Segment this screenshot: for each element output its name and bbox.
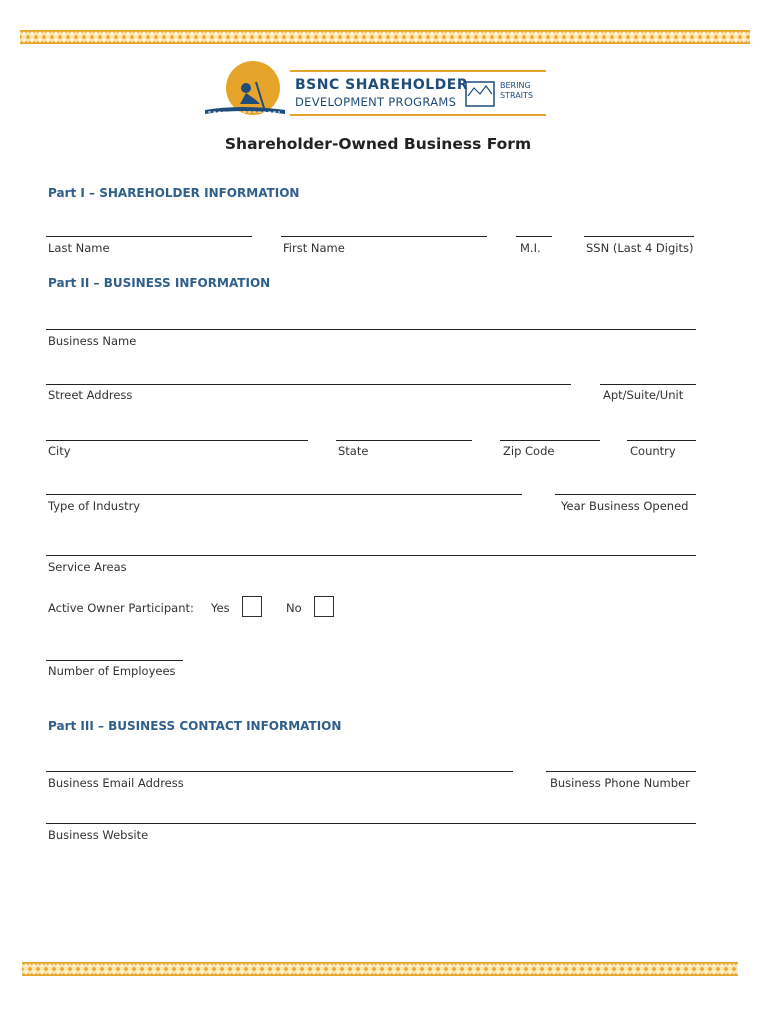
employees-field[interactable] [46, 660, 183, 661]
street-address-label: Street Address [48, 388, 133, 402]
first-name-field[interactable] [281, 236, 487, 237]
apt-label: Apt/Suite/Unit [603, 388, 684, 402]
decorative-border-bottom [22, 962, 738, 976]
yes-checkbox[interactable] [242, 596, 262, 617]
year-opened-field[interactable] [555, 494, 696, 495]
no-checkbox[interactable] [314, 596, 334, 617]
state-label: State [338, 444, 369, 458]
state-field[interactable] [336, 440, 472, 441]
yes-label: Yes [211, 601, 230, 615]
bsnc-logo [200, 60, 552, 122]
phone-label: Business Phone Number [550, 776, 690, 790]
form-title: Shareholder-Owned Business Form [224, 135, 532, 153]
street-address-field[interactable] [46, 384, 571, 385]
employees-label: Number of Employees [48, 664, 176, 678]
logo-title: BSNC SHAREHOLDER [295, 77, 469, 93]
year-opened-label: Year Business Opened [561, 499, 689, 513]
city-field[interactable] [46, 440, 308, 441]
apt-field[interactable] [600, 384, 696, 385]
last-name-field[interactable] [46, 236, 252, 237]
decorative-border-top [20, 30, 750, 44]
mi-label: M.I. [520, 241, 541, 255]
no-label: No [286, 601, 302, 615]
active-owner-label: Active Owner Participant: [48, 601, 194, 615]
part3-heading: Part III – BUSINESS CONTACT INFORMATION [48, 719, 342, 733]
logo-subtitle: DEVELOPMENT PROGRAMS [295, 95, 457, 109]
business-name-label: Business Name [48, 334, 137, 348]
part2-heading: Part II – BUSINESS INFORMATION [48, 276, 271, 290]
website-field[interactable] [46, 823, 696, 824]
email-label: Business Email Address [48, 776, 184, 790]
zip-field[interactable] [500, 440, 600, 441]
country-field[interactable] [627, 440, 696, 441]
industry-field[interactable] [46, 494, 522, 495]
industry-label: Type of Industry [48, 499, 141, 513]
country-label: Country [630, 444, 676, 458]
email-field[interactable] [46, 771, 513, 772]
zip-label: Zip Code [503, 444, 555, 458]
phone-field[interactable] [546, 771, 696, 772]
part1-heading: Part I – SHAREHOLDER INFORMATION [48, 186, 300, 200]
service-areas-field[interactable] [46, 555, 696, 556]
ssn-field[interactable] [584, 236, 694, 237]
city-label: City [48, 444, 71, 458]
logo-side-text: BERING STRAITS [500, 81, 533, 100]
website-label: Business Website [48, 828, 149, 842]
ssn-label: SSN (Last 4 Digits) [586, 241, 694, 255]
business-name-field[interactable] [46, 329, 696, 330]
last-name-label: Last Name [48, 241, 110, 255]
first-name-label: First Name [283, 241, 345, 255]
service-areas-label: Service Areas [48, 560, 127, 574]
mi-field[interactable] [516, 236, 552, 237]
